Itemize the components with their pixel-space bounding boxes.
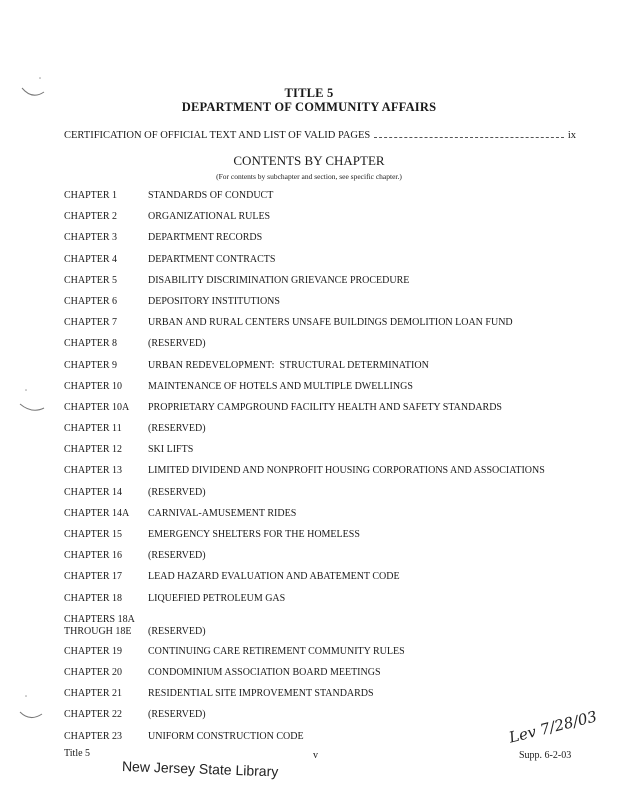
chapter-label: CHAPTER 1 xyxy=(64,190,118,201)
chapter-label: CHAPTER 7 xyxy=(64,317,118,329)
chapter-label: CHAPTER 23 xyxy=(64,730,123,742)
chapter-label: CHAPTER 13 xyxy=(64,465,123,477)
chapter-row xyxy=(64,254,584,275)
chapter-row xyxy=(64,614,584,646)
chapter-title: (RESERVED) xyxy=(148,486,206,498)
chapter-label: CHAPTER 12 xyxy=(64,444,123,456)
chapter-label: CHAPTER 4 xyxy=(64,253,118,265)
chapter-row xyxy=(64,423,584,444)
chapter-title: URBAN REDEVELOPMENT: STRUCTURAL DETERMINATION xyxy=(148,359,429,371)
chapter-label: CHAPTER 9 xyxy=(64,359,118,371)
chapter-title: (RESERVED) xyxy=(148,423,206,435)
chapter-row xyxy=(64,296,584,317)
chapter-title: RESIDENTIAL SITE IMPROVEMENT STANDARDS xyxy=(148,688,374,700)
chapter-label: CHAPTER 10 xyxy=(64,380,123,392)
library-stamp: New Jersey State Library xyxy=(121,758,279,780)
chapter-label: CHAPTER 10A xyxy=(64,401,130,413)
chapter-title: CARNIVAL-AMUSEMENT RIDES xyxy=(148,507,297,519)
chapter-row xyxy=(64,381,584,402)
contents-note: (For contents by subchapter and section, see specific chapter.) xyxy=(216,172,402,181)
chapter-title: URBAN AND RURAL CENTERS UNSAFE BUILDINGS DEMOLITION LOAN FUND xyxy=(148,317,513,329)
chapter-label: CHAPTER 6 xyxy=(64,295,118,307)
chapter-title: DEPARTMENT RECORDS xyxy=(148,232,263,244)
certification-label: CERTIFICATION OF OFFICIAL TEXT AND LIST OF VALID PAGES xyxy=(64,130,371,141)
chapter-title: LIMITED DIVIDEND AND NONPROFIT HOUSING CORPORATIONS AND ASSOCIATIONS xyxy=(148,465,545,477)
contents-heading: CONTENTS BY CHAPTER xyxy=(233,153,385,168)
dot-leader xyxy=(374,137,564,138)
chapter-row xyxy=(64,646,584,667)
chapter-title: UNIFORM CONSTRUCTION CODE xyxy=(148,730,304,742)
chapter-label: CHAPTER 3 xyxy=(64,232,118,244)
chapter-row xyxy=(64,487,584,508)
chapter-title: CONDOMINIUM ASSOCIATION BOARD MEETINGS xyxy=(148,666,381,678)
chapter-title: DEPOSITORY INSTITUTIONS xyxy=(148,295,280,307)
handwritten-note: Lev 7/28/03 xyxy=(507,707,599,747)
chapter-row xyxy=(64,190,584,211)
chapter-row xyxy=(64,360,584,381)
chapter-row xyxy=(64,688,584,709)
chapter-row xyxy=(64,211,584,232)
chapter-row xyxy=(64,731,584,752)
chapter-row xyxy=(64,444,584,465)
chapter-title: (RESERVED) xyxy=(148,625,206,637)
chapter-title: MAINTENANCE OF HOTELS AND MULTIPLE DWELLINGS xyxy=(148,380,413,392)
chapter-label xyxy=(64,614,148,638)
binder-hole-mark-bottom xyxy=(16,692,46,722)
chapter-label: CHAPTER 21 xyxy=(64,688,123,700)
binder-hole-mark-middle xyxy=(18,388,48,416)
department-title: DEPARTMENT OF COMMUNITY AFFAIRS xyxy=(181,100,437,114)
chapter-row xyxy=(64,275,584,296)
chapter-title: (RESERVED) xyxy=(148,709,206,721)
chapter-title: DISABILITY DISCRIMINATION GRIEVANCE PROCEDURE xyxy=(148,274,410,286)
chapter-label: CHAPTER 19 xyxy=(64,645,123,657)
chapter-title: STANDARDS OF CONDUCT xyxy=(148,190,274,201)
certification-page: ix xyxy=(567,130,576,141)
chapter-label: CHAPTER 14 xyxy=(64,486,123,498)
chapter-title: SKI LIFTS xyxy=(148,444,194,456)
chapter-title: LIQUEFIED PETROLEUM GAS xyxy=(148,592,286,604)
chapter-row xyxy=(64,667,584,688)
title-number: TITLE 5 xyxy=(284,86,334,100)
chapter-row xyxy=(64,465,584,486)
chapter-label: CHAPTER 18 xyxy=(64,592,123,604)
chapter-label: CHAPTER 15 xyxy=(64,529,123,540)
chapter-title: DEPARTMENT CONTRACTS xyxy=(148,253,276,265)
chapter-title: CONTINUING CARE RETIREMENT COMMUNITY RULES xyxy=(148,645,405,657)
chapter-title: PROPRIETARY CAMPGROUND FACILITY HEALTH AND SAFETY STANDARDS xyxy=(148,401,502,413)
certification-line xyxy=(64,130,576,141)
chapter-row xyxy=(64,317,584,338)
chapter-row xyxy=(64,402,584,423)
chapter-label: CHAPTER 20 xyxy=(64,666,123,678)
chapter-title: (RESERVED) xyxy=(148,550,206,562)
chapter-row xyxy=(64,571,584,592)
chapter-label: CHAPTER 17 xyxy=(64,571,123,583)
chapter-label: CHAPTER 11 xyxy=(64,423,122,435)
chapter-title: (RESERVED) xyxy=(148,338,206,350)
chapter-label: CHAPTER 2 xyxy=(64,211,118,223)
chapter-label: CHAPTER 14A xyxy=(64,507,130,519)
footer-title: Title 5 xyxy=(64,748,91,759)
chapter-title: LEAD HAZARD EVALUATION AND ABATEMENT CODE xyxy=(148,571,400,583)
page-number: v xyxy=(313,750,318,761)
chapter-label-line1: CHAPTERS 18A xyxy=(64,613,135,625)
chapter-row xyxy=(64,593,584,614)
chapter-label: CHAPTER 22 xyxy=(64,709,123,721)
chapter-row xyxy=(64,529,584,550)
chapter-title: EMERGENCY SHELTERS FOR THE HOMELESS xyxy=(148,529,360,540)
chapter-row xyxy=(64,709,584,730)
chapter-row xyxy=(64,232,584,253)
chapter-row xyxy=(64,508,584,529)
chapter-row xyxy=(64,550,584,571)
chapter-row xyxy=(64,338,584,359)
chapter-label: CHAPTER 16 xyxy=(64,550,123,562)
chapter-list xyxy=(64,190,584,752)
chapter-label: CHAPTER 5 xyxy=(64,274,118,286)
chapter-title: ORGANIZATIONAL RULES xyxy=(148,211,271,223)
chapter-label-line2: THROUGH 18E xyxy=(64,625,132,637)
chapter-label: CHAPTER 8 xyxy=(64,338,118,350)
supplement-date: Supp. 6-2-03 xyxy=(519,750,572,761)
